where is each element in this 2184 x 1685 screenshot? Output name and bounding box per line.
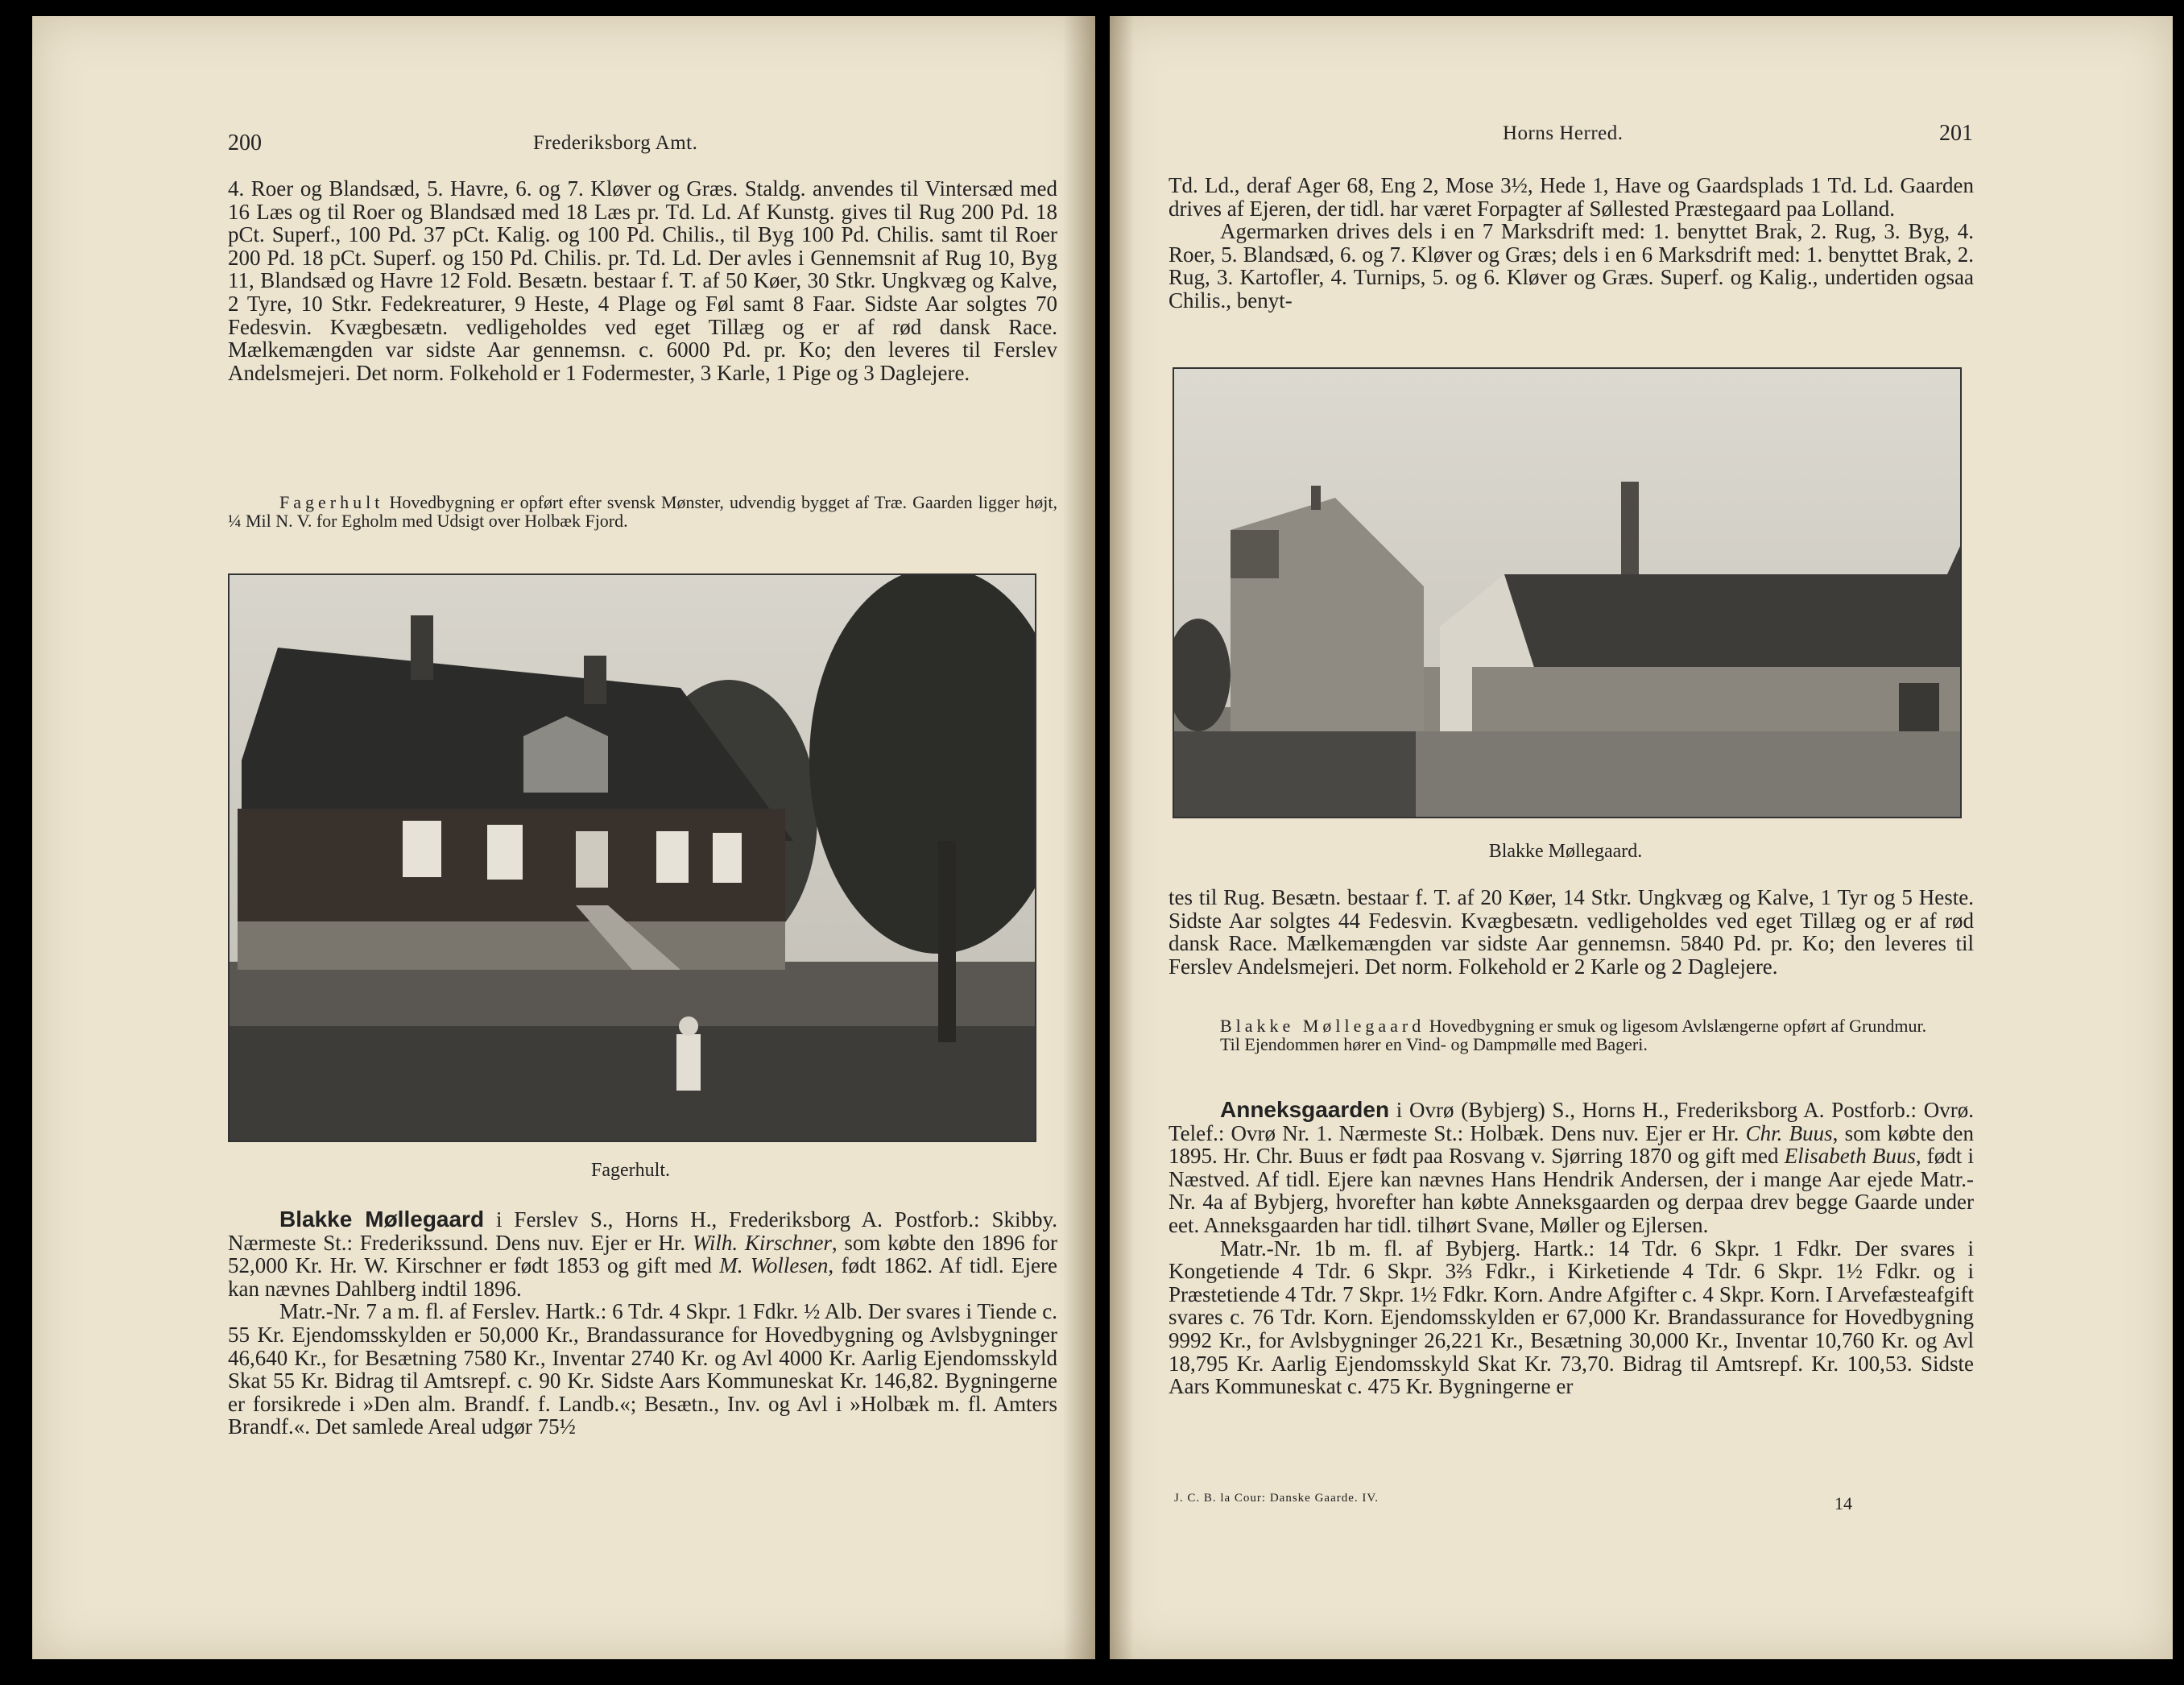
paragraph-text: tes til Rug. Besætn. bestaar f. T. af 20 Køer, 14 Stkr. Ungkvæg og Kalve, 1 Tyr og 5 Heste. Sidste Aar solgtes 44 Fedesvin. Kvægbesætn. vedligeholdes ved eget Tillæg og er af rød dansk Race. Mælkemængden var sidste Aar gennemsn. 5840 Pd. pr. Ko; den leveres til Ferslev Andelsmejeri. Det norm. Folkehold er 2 Karle og 2 Daglejere. — [1169, 885, 1974, 979]
wife-name: M. Wollesen — [719, 1253, 829, 1278]
matr-paragraph: Matr.-Nr. 1b m. fl. af Bybjerg. Hartk.: 14 Tdr. 6 Skpr. 1 Fdkr. Der svares i Kongetiende 4 Tdr. 6 Skpr. 3⅔ Fdkr., i Kirketiende 4 Tdr. 6 Skpr. 1½ Fdkr. og i Præstetiende 4 Tdr. 7 Skpr. 1½ Fdkr. Korn. Andre Afgifter c. 4 Skpr. Korn. I Arvefæsteafgift svares c. 76 Tdr. Korn. Ejendomsskylden er 67,000 Kr. Brandassurance for Hovedbygning 9992 Kr., for Avlsbygninger 26,221 Kr., Besætning 30,000 Kr., Inventar 10,760 Kr. og Avl 18,795 Kr. Aarlig Ejendomsskyld Skat Kr. 73,70. Bidrag til Amtsrepf. Kr. 100,53. Sidste Aars Kommuneskat c. 475 Kr. Bygningerne er — [1169, 1236, 1974, 1399]
right-page — [1110, 16, 2173, 1659]
running-head: Frederiksborg Amt. — [533, 132, 698, 154]
photo-caption: Blakke Møllegaard. — [1488, 841, 1643, 862]
farm-illustration — [1174, 369, 1960, 817]
note-paragraph — [228, 493, 1057, 530]
section-text: , født 1862. Af tidl. Ejere kan nævnes Dahlberg indtil 1896. — [228, 1253, 1057, 1301]
section-text: i Ovrø (Bybjerg) S., Horns H., Frederiksborg A. Postforb.: Ovrø. Telef.: Ovrø Nr. 1. Nærmeste St.: Holbæk. Dens nuv. Ejer er Hr. — [1169, 1098, 1974, 1145]
photo-caption: Fagerhult. — [591, 1160, 670, 1181]
note-text: Hovedbygning er smuk og ligesom Avlslængerne opført af Grundmur. — [1425, 1016, 1927, 1036]
section-blakke — [228, 1208, 1057, 1439]
body-paragraph — [228, 177, 1057, 384]
note-paragraph — [1169, 1016, 1974, 1054]
note-text: Til Ejendommen hører en Vind- og Dampmølle med Bageri. — [1220, 1034, 1648, 1054]
section-text: i Ferslev S., Horns H., Frederiksborg A. Postforb.: Skibby. Nærmeste St.: Frederikssund. Dens nuv. Ejer er Hr. — [228, 1207, 1057, 1255]
note-name: Fagerhult — [279, 492, 384, 512]
fagerhult-photo — [228, 573, 1036, 1142]
section-text: , som købte den 1896 for 52,000 Kr. Hr. W. Kirschner er født 1853 og gift med — [228, 1230, 1057, 1278]
section-title: Blakke Møllegaard — [279, 1207, 485, 1232]
paragraph-text: Agermarken drives dels i en 7 Marksdrift med: 1. benyttet Brak, 2. Rug, 3. Byg, 4. Roer, 5. Blandsæd, 6. og 7. Kløver og Græs; dels i en 6 Marksdrift med: 1. benyttet Brak, 2. Rug, 3. Kartofler, 4. Turnips, 5. og 6. Kløver og Græs. Superf. og Kalig., undertiden ogsaa Chilis., benyt- — [1169, 219, 1974, 313]
running-head: Horns Herred. — [1503, 122, 1624, 144]
page-number: 201 — [1939, 121, 1973, 146]
house-illustration — [230, 575, 1035, 1141]
body-paragraph — [1169, 174, 1974, 313]
section-title: Anneksgaarden — [1220, 1097, 1390, 1122]
body-paragraph — [1169, 886, 1974, 978]
owner-name: Wilh. Kirschner — [692, 1230, 832, 1255]
section-anneksgaarden — [1169, 1099, 1974, 1398]
left-page — [32, 16, 1095, 1659]
owner-name: Chr. Buus — [1745, 1120, 1833, 1145]
note-text: Hovedbygning er opført efter svensk Mønster, udvendig bygget af Træ. Gaarden ligger højt, ¼ Mil N. V. for Egholm med Udsigt over Holbæk Fjord. — [228, 492, 1057, 531]
paragraph-text: 4. Roer og Blandsæd, 5. Havre, 6. og 7. Kløver og Græs. Staldg. anvendes til Vintersæd med 16 Læs og til Roer og Blandsæd med 18 Læs pr. Td. Ld. Af Kunstg. gives til Rug 200 Pd. 18 pCt. Superf., 100 Pd. 37 pCt. Kalig. og 100 Pd. Chilis., til Byg 100 Pd. Chilis. samt til Roer 200 Pd. 18 pCt. Superf. og 150 Pd. Chilis. pr. Td. Ld. Der avles i Gennemsnit af Rug 10, Byg 11, Blandsæd og Havre 12 Fold. Besætn. bestaar f. T. af 50 Køer, 30 Stkr. Ungkvæg og Kalve, 2 Tyre, 10 Stkr. Fedekreaturer, 9 Heste, 4 Plage og Føl samt 8 Faar. Sidste Aar solgtes 70 Fedesvin. Kvægbesætn. vedligeholdes ved eget Tillæg og er af rød dansk Race. Mælkemængden var sidste Aar gennemsn. c. 6000 Pd. pr. Ko; den leveres til Ferslev Andelsmejeri. Det norm. Folkehold er 1 Fodermester, 3 Karle, 1 Pige og 3 Daglejere. — [228, 176, 1057, 385]
page-number: 200 — [228, 130, 262, 155]
section-text: , født i Næstved. Af tidl. Ejere kan nævnes Hans Hendrik Andersen, der i mange Aar ejede Matr.-Nr. 4a af Bybjerg, hvorefter han købte Anneksgaarden og derpaa drev begge Gaarde under eet. Anneksgaarden har tidl. tilhørt Svane, Møller og Ejlersen. — [1169, 1144, 1974, 1237]
paragraph-text: Td. Ld., deraf Ager 68, Eng 2, Mose 3½, Hede 1, Have og Gaardsplads 1 Td. Ld. Gaarden drives af Ejeren, der tidl. har været Forpagter af Søllested Præstegaard paa Lolland. — [1169, 173, 1974, 221]
signature-mark: 14 — [1834, 1493, 1852, 1513]
footer-imprint: J. C. B. la Cour: Danske Gaarde. IV. — [1174, 1492, 1379, 1505]
note-name: Blakke Møllegaard — [1220, 1016, 1425, 1036]
blakke-photo — [1173, 367, 1962, 818]
section-text: , som købte den 1895. Hr. Chr. Buus er født paa Rosvang v. Sjørring 1870 og gift med — [1169, 1120, 1974, 1169]
matr-paragraph: Matr.-Nr. 7 a m. fl. af Ferslev. Hartk.: 6 Tdr. 4 Skpr. 1 Fdkr. ½ Alb. Der svares i Tiende c. 55 Kr. Ejendomsskylden er 50,000 Kr., Brandassurance for Hovedbygning og Avlsbygninger 46,640 Kr., for Besætning 7580 Kr., Inventar 2740 Kr. og Avl 4000 Kr. Aarlig Ejendomsskyld Skat 55 Kr. Bidrag til Amtsrepf. c. 90 Kr. Sidste Aars Kommuneskat Kr. 146,82. Bygningerne er forsikrede i »Den alm. Brandf. f. Landb.«; Besætn., Inv. og Avl i »Holbæk m. fl. Amters Brandf.«. Det samlede Areal udgør 75½ — [228, 1299, 1057, 1439]
wife-name: Elisabeth Buus — [1784, 1144, 1916, 1169]
